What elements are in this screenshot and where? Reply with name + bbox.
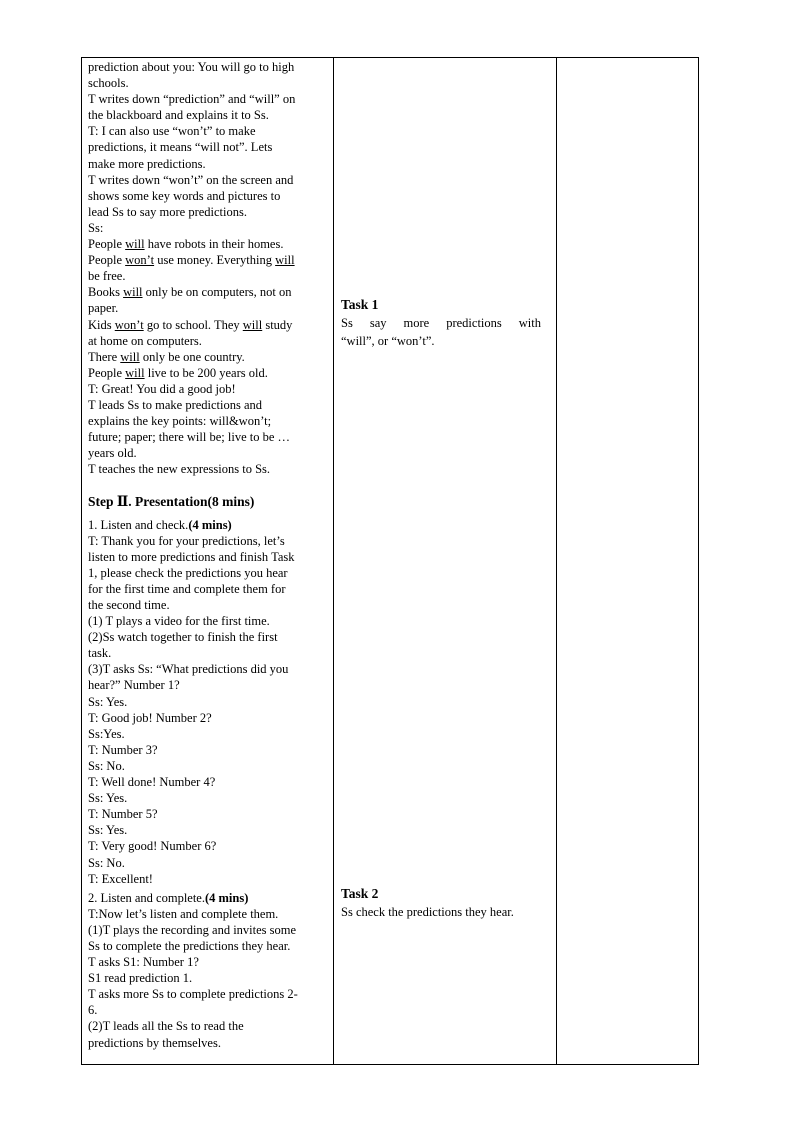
listen-complete-text [88,906,326,1051]
summary-text [88,381,326,478]
prediction-sentence: Kids won’t go to school. They will study [88,317,293,332]
text-line: Ss to complete the predictions they hear. [88,938,291,953]
text-line: years old. [88,446,137,461]
text-line: T asks more Ss to complete predictions 2- [88,987,298,1002]
prediction-sentence: People will live to be 200 years old. [88,365,268,380]
text-line: (3)T asks Ss: “What predictions did you [88,662,289,677]
step-heading: Step Ⅱ. Presentation(8 mins) [88,494,255,510]
teacher-activity-column [88,59,326,1051]
text-line: T: Very good! Number 6? [88,839,217,854]
text-line: predictions by themselves. [88,1035,221,1050]
text-line: Ss: No. [88,758,125,773]
task1-block [341,296,541,350]
text-line: Ss: Yes. [88,791,128,806]
text-line: 6. [88,1003,98,1018]
text-line: the blackboard and explains it to Ss. [88,108,269,123]
task2-title: Task 2 [341,886,379,901]
text-line: T writes down “won’t” on the screen and [88,172,294,187]
column-divider-2 [556,58,557,1064]
prediction-sentence-cont: paper. [88,301,119,316]
task1-line-2: “will”, or “won’t”. [341,334,435,348]
text-line: task. [88,646,112,661]
text-line: T:Now let’s listen and complete them. [88,906,279,921]
text-line: prediction about you: You will go to high [88,60,295,74]
text-line: lead Ss to say more predictions. [88,204,247,219]
text-line: Ss:Yes. [88,726,125,741]
text-line: Ss: [88,220,104,235]
text-line: listen to more predictions and finish Task [88,549,295,564]
text-line: the second time. [88,598,170,612]
text-line: schools. [88,76,129,91]
text-line: 1, please check the predictions you hear [88,565,288,580]
text-line: T leads Ss to make predictions and [88,397,263,412]
text-line: future; paper; there will be; live to be … [88,430,291,445]
task2-block [341,885,541,921]
listen-check-text [88,533,326,887]
text-line: for the first time and complete them for [88,581,286,596]
text-line: T: Good job! Number 2? [88,710,212,725]
intro-text [88,59,326,236]
text-line: T: Excellent! [88,871,153,886]
text-line: shows some key words and pictures to [88,188,281,203]
text-line: T: Number 3? [88,742,158,757]
task2-line-1: Ss check the predictions they hear. [341,905,514,919]
text-line: (1) T plays a video for the first time. [88,614,270,629]
text-line: T: Great! You did a good job! [88,381,236,396]
prediction-sentence: People won’t use money. Everything will [88,253,295,268]
text-line: T asks S1: Number 1? [88,955,199,970]
text-line: make more predictions. [88,156,206,171]
text-line: (1)T plays the recording and invites some [88,922,297,937]
text-line: T: Well done! Number 4? [88,775,216,790]
text-line: explains the key points: will&won’t; [88,414,272,429]
prediction-sentence-cont: be free. [88,269,126,284]
text-line: T: I can also use “won’t” to make [88,124,256,139]
subsection-heading-2: 2. Listen and complete.(4 mins) [88,890,249,905]
text-line: (2)Ss watch together to finish the first [88,630,278,645]
text-line: T teaches the new expressions to Ss. [88,462,271,477]
lesson-plan-table [81,57,699,1065]
task1-line-1: Ss say more predictions with [341,316,541,330]
column-divider-1 [333,58,334,1064]
task1-title: Task 1 [341,297,379,312]
prediction-sentence: People will have robots in their homes. [88,237,284,252]
text-line: Ss: Yes. [88,823,128,838]
text-line: T: Thank you for your predictions, let’s [88,533,285,548]
text-line: T writes down “prediction” and “will” on [88,92,296,107]
text-line: S1 read prediction 1. [88,971,193,986]
text-line: Ss: Yes. [88,694,128,709]
text-line: (2)T leads all the Ss to read the [88,1019,244,1034]
prediction-sentence: Books will only be on computers, not on [88,285,292,300]
text-line: hear?” Number 1? [88,678,180,693]
subsection-heading-1: 1. Listen and check.(4 mins) [88,517,232,532]
prediction-sentence: There will only be one country. [88,349,245,364]
prediction-sentence-cont: at home on computers. [88,333,202,348]
text-line: Ss: No. [88,855,125,870]
text-line: predictions, it means “will not”. Lets [88,140,273,155]
text-line: T: Number 5? [88,807,158,822]
